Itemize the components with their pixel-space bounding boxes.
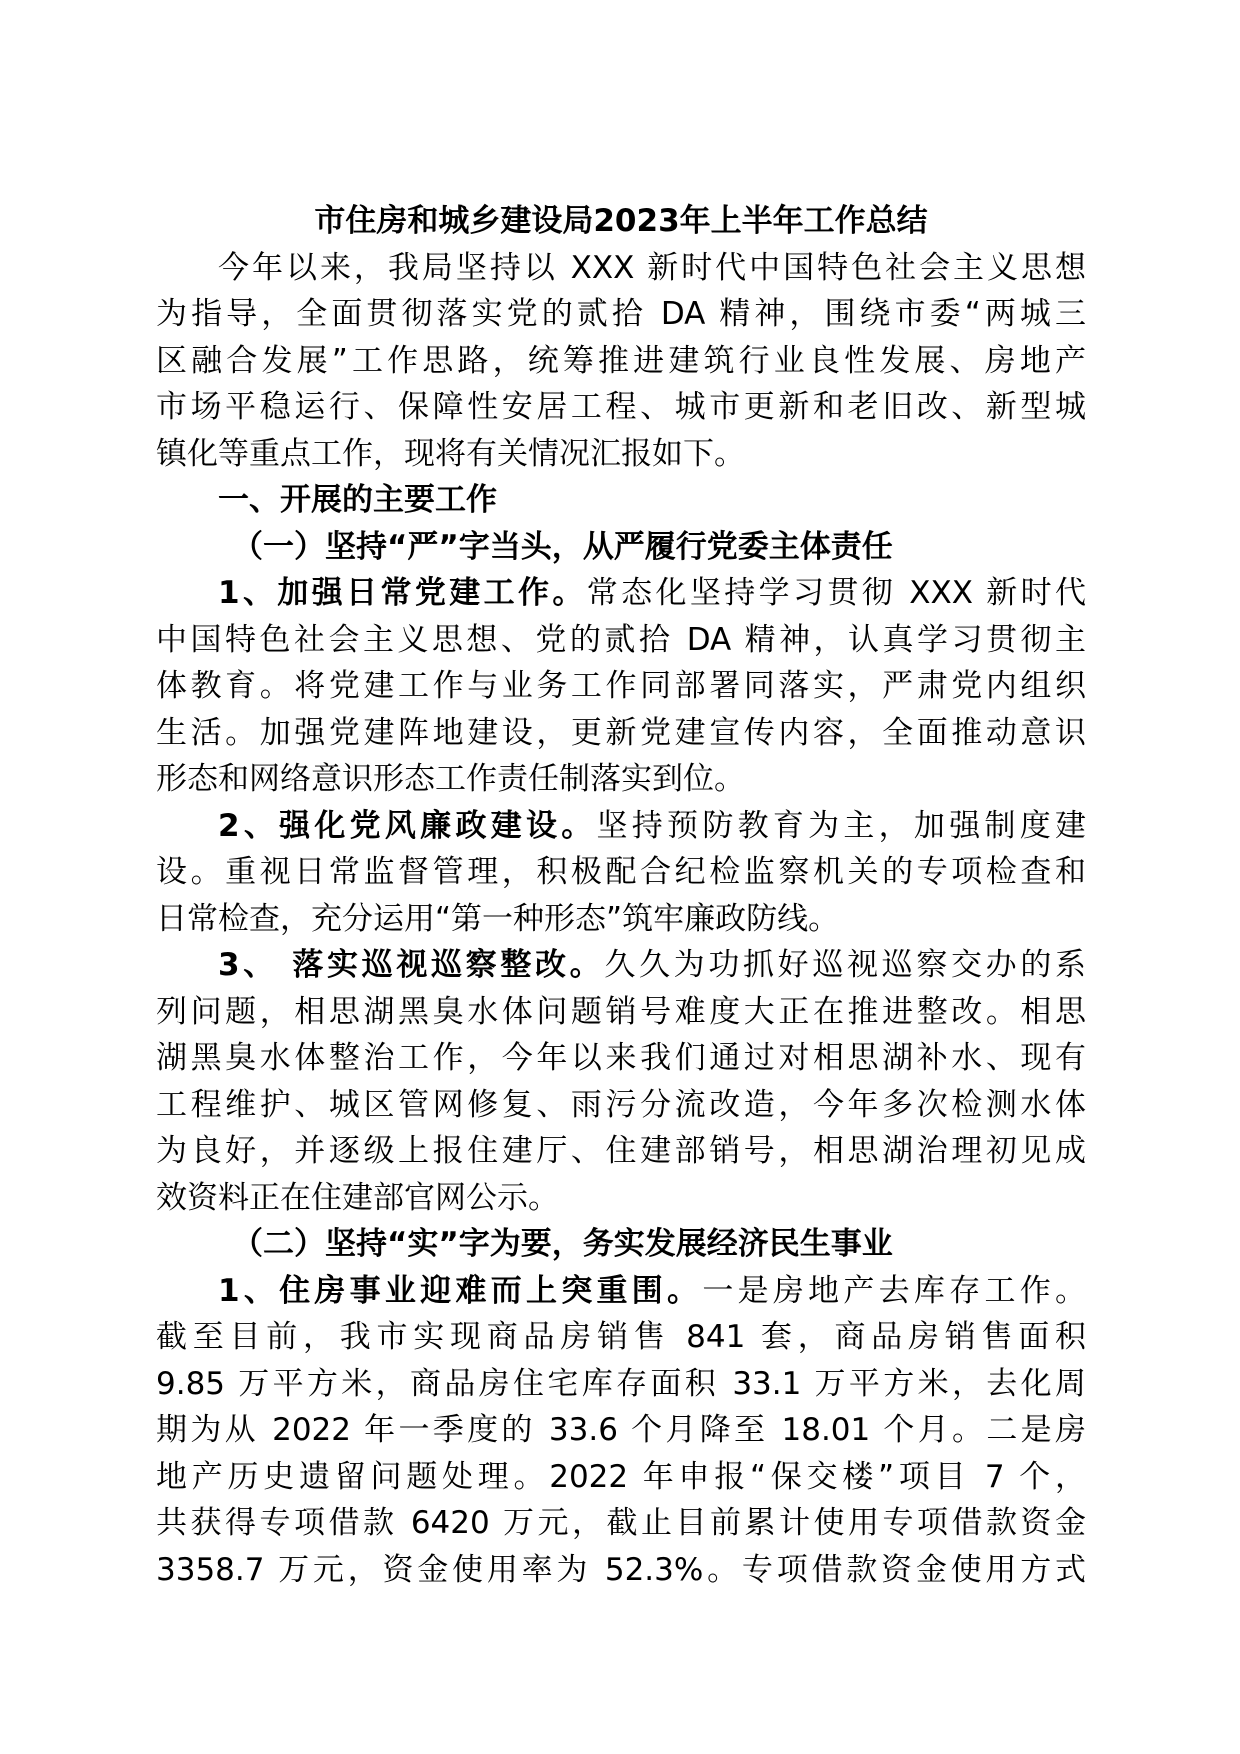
item-housing (156, 1268, 1086, 1594)
item-text: 久久为功抓好巡视巡察交办的系 (604, 947, 1086, 983)
paragraph-line: 镇化等重点工作，现将有关情况汇报如下。 (156, 435, 745, 472)
subsection-heading: （一）坚持“严”字当头，从严履行党委主体责任 (232, 528, 893, 565)
paragraph-line (156, 803, 1086, 850)
paragraph-line: 3358.7 万元，资金使用率为 52.3%。专项借款资金使用方式 (156, 1551, 1086, 1588)
paragraph-line: 日常检查，充分运用“第一种形态”筑牢廉政防线。 (156, 900, 840, 937)
paragraph-line: 列问题，相思湖黑臭水体问题销号难度大正在推进整改。相思 (156, 993, 1086, 1030)
item-integrity (156, 803, 1086, 943)
paragraph-line: 地产历史遗留问题处理。2022 年申报“保交楼”项目 7 个， (156, 1458, 1086, 1495)
paragraph-line: 工程维护、城区管网修复、雨污分流改造，今年多次检测水体 (156, 1086, 1086, 1123)
paragraph-line: 9.85 万平方米，商品房住宅库存面积 33.1 万平方米，去化周 (156, 1365, 1086, 1402)
section-heading: 一、开展的主要工作 (218, 482, 497, 518)
item-text: 常态化坚持学习贯彻 XXX 新时代 (586, 575, 1086, 611)
paragraph-line: 今年以来，我局坚持以 XXX 新时代中国特色社会主义思想 (218, 249, 1086, 286)
subsection-heading: （二）坚持“实”字为要，务实发展经济民生事业 (232, 1226, 893, 1262)
paragraph-line (156, 942, 1086, 989)
paragraph-line: 截至目前，我市实现商品房销售 841 套，商品房销售面积 (156, 1319, 1086, 1355)
paragraph-line (156, 1268, 1086, 1315)
paragraph-line: 为指导，全面贯彻落实党的贰拾 DA 精神，围绕市委“两城三 (156, 296, 1086, 332)
paragraph-line: 体教育。将党建工作与业务工作同部署同落实，严肃党内组织 (156, 668, 1086, 704)
paragraph-line: 生活。加强党建阵地建设，更新党建宣传内容，全面推动意识 (156, 714, 1086, 751)
paragraph-line: 期为从 2022 年一季度的 33.6 个月降至 18.01 个月。二是房 (156, 1412, 1086, 1448)
paragraph-line: 设。重视日常监督管理，积极配合纪检监察机关的专项检查和 (156, 854, 1086, 890)
paragraph-line: 共获得专项借款 6420 万元，截止目前累计使用专项借款资金 (156, 1505, 1086, 1541)
item-heading: 3、 落实巡视巡察整改。 (218, 947, 605, 983)
item-text: 坚持预防教育为主，加强制度建 (596, 807, 1086, 844)
paragraph-line: 为良好，并逐级上报住建厅、住建部销号，相思湖治理初见成 (156, 1133, 1086, 1169)
paragraph-line: 区融合发展”工作思路，统筹推进建筑行业良性发展、房地产 (156, 342, 1086, 379)
document-title: 市住房和城乡建设局2023年上半年工作总结 (314, 203, 928, 239)
item-heading: 1、加强日常党建工作。 (218, 575, 587, 611)
item-text: 一是房地产去库存工作。 (702, 1272, 1086, 1309)
document-page (156, 198, 1086, 1593)
paragraph-line: 形态和网络意识形态工作责任制落实到位。 (156, 761, 745, 797)
intro-paragraph (156, 245, 1086, 478)
paragraph-line: 湖黑臭水体整治工作，今年以来我们通过对相思湖补水、现有 (156, 1040, 1086, 1076)
paragraph-line: 市场平稳运行、保障性安居工程、城市更新和老旧改、新型城 (156, 389, 1086, 425)
paragraph-line (156, 570, 1086, 617)
item-heading: 2、强化党风廉政建设。 (218, 807, 597, 844)
item-inspection (156, 942, 1086, 1221)
item-heading: 1、住房事业迎难而上突重围。 (218, 1272, 703, 1309)
paragraph-line: 效资料正在住建部官网公示。 (156, 1179, 559, 1216)
paragraph-line: 中国特色社会主义思想、党的贰拾 DA 精神，认真学习贯彻主 (156, 621, 1086, 658)
item-party-building (156, 570, 1086, 803)
